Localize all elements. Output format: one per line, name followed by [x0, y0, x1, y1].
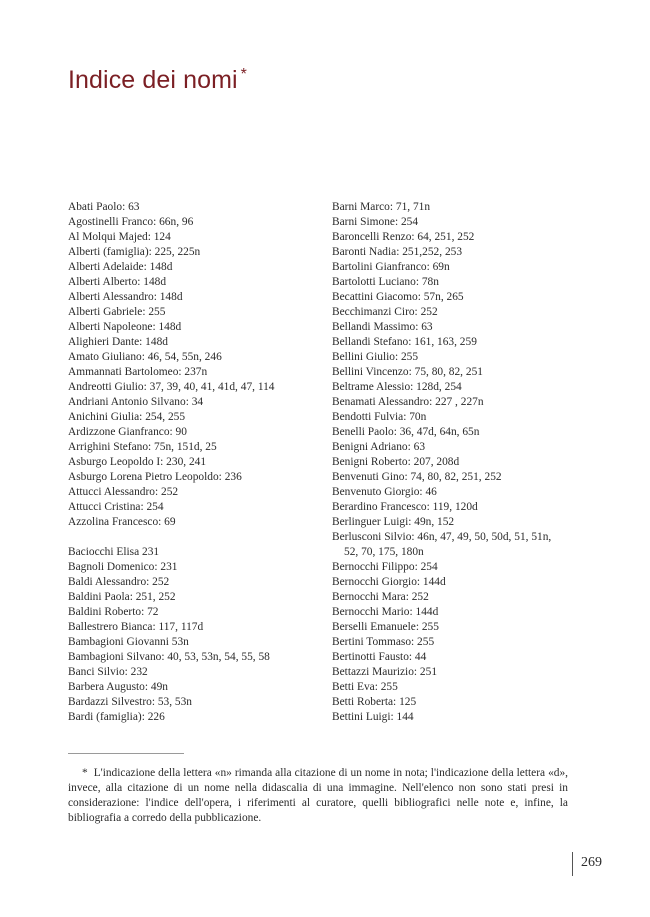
index-entry: Barni Marco: 71, 71n	[332, 201, 431, 213]
index-entry: Andreotti Giulio: 37, 39, 40, 41, 41d, 47, 114	[68, 381, 275, 393]
index-entry: Bartolini Gianfranco: 69n	[332, 261, 450, 273]
index-entry: Bambagioni Silvano: 40, 53, 53n, 54, 55, 58	[68, 651, 270, 663]
index-entry: Baldini Paola: 251, 252	[68, 591, 176, 603]
index-entry: Bartolotti Luciano: 78n	[332, 276, 439, 288]
group-spacer	[68, 530, 318, 545]
index-entry: Benelli Paolo: 36, 47d, 64n, 65n	[332, 426, 480, 438]
index-entry: Betti Roberta: 125	[332, 696, 417, 708]
index-entry-line: Berlusconi Silvio: 46n, 47, 49, 50, 50d, 51, 51n,	[332, 531, 552, 543]
index-entry: Baciocchi Elisa 231	[68, 546, 160, 558]
index-entry: Ballestrero Bianca: 117, 117d	[68, 621, 204, 633]
index-entry: Berselli Emanuele: 255	[332, 621, 439, 633]
index-entry: Ammannati Bartolomeo: 237n	[68, 366, 208, 378]
index-entry: Benigni Roberto: 207, 208d	[332, 456, 460, 468]
index-entry: Baldini Roberto: 72	[68, 606, 159, 618]
index-entry: Baronti Nadia: 251,252, 253	[332, 246, 463, 258]
index-entry: Barbera Augusto: 49n	[68, 681, 168, 693]
index-entry: Bellandi Massimo: 63	[332, 321, 433, 333]
index-entry: Bendotti Fulvia: 70n	[332, 411, 427, 423]
index-entry: Barni Simone: 254	[332, 216, 419, 228]
footnote-rule	[68, 753, 184, 754]
index-entry: Alighieri Dante: 148d	[68, 336, 168, 348]
index-entry: Bertinotti Fausto: 44	[332, 651, 427, 663]
index-entry: Bernocchi Mara: 252	[332, 591, 429, 603]
index-entry: Benvenuti Gino: 74, 80, 82, 251, 252	[332, 471, 502, 483]
index-entry: Baldi Alessandro: 252	[68, 576, 170, 588]
index-entry: Banci Silvio: 232	[68, 666, 148, 678]
index-entry: Arrighini Stefano: 75n, 151d, 25	[68, 441, 217, 453]
index-entry: Attucci Alessandro: 252	[68, 486, 179, 498]
index-entry: Bardazzi Silvestro: 53, 53n	[68, 696, 193, 708]
index-entry: Betti Eva: 255	[332, 681, 398, 693]
index-column-left	[68, 200, 318, 725]
index-entry: Alberti (famiglia): 225, 225n	[68, 246, 201, 258]
index-entry: Bettazzi Maurizio: 251	[332, 666, 438, 678]
index-entry: Azzolina Francesco: 69	[68, 516, 176, 528]
index-entry: Becchimanzi Ciro: 252	[332, 306, 438, 318]
footnote-text-block	[68, 766, 568, 826]
index-entry: Benvenuto Giorgio: 46	[332, 486, 437, 498]
index-entry: Alberti Gabriele: 255	[68, 306, 166, 318]
index-entry: Beltrame Alessio: 128d, 254	[332, 381, 462, 393]
index-entry: Becattini Giacomo: 57n, 265	[332, 291, 464, 303]
index-entry: Andriani Antonio Silvano: 34	[68, 396, 204, 408]
index-entry: Bambagioni Giovanni 53n	[68, 636, 189, 648]
index-entry: Alberti Alberto: 148d	[68, 276, 167, 288]
index-entry: Bernocchi Filippo: 254	[332, 561, 438, 573]
index-entry: Asburgo Lorena Pietro Leopoldo: 236	[68, 471, 242, 483]
index-group-a-left	[68, 200, 318, 530]
index-entry: Bellini Vincenzo: 75, 80, 82, 251	[332, 366, 483, 378]
footnote-mark: *	[82, 767, 88, 779]
index-entry: Bertini Tommaso: 255	[332, 636, 435, 648]
title-text: Indice dei nomi	[68, 66, 238, 94]
index-entry: Benigni Adriano: 63	[332, 441, 426, 453]
index-entry: Abati Paolo: 63	[68, 201, 140, 213]
index-entry: Amato Giuliano: 46, 54, 55n, 246	[68, 351, 222, 363]
page-number-divider	[572, 852, 573, 876]
index-group-b-left	[68, 545, 318, 725]
footnote-text: L'indicazione della lettera «n» rimanda alla citazione di un nome in nota; l'indicazione della lettera «d», invece, alla citazione di un nome nella didascalia di una immagine. Nell'elenco non sono stati presi in considerazione: l'indice dell'opera, i riferimenti al curatore, quelli bibliografici nelle note e, infine, la bibliografia a corredo della pubblicazione.	[68, 767, 568, 824]
index-entry: Benamati Alessandro: 227 , 227n	[332, 396, 484, 408]
index-entry-berlusconi	[332, 530, 582, 560]
index-entry: Bettini Luigi: 144	[332, 711, 414, 723]
page-number: 269	[581, 855, 602, 870]
index-entry: Bellini Giulio: 255	[332, 351, 419, 363]
index-group-b-right	[332, 560, 582, 725]
title-asterisk: *	[240, 66, 247, 83]
index-entry: Asburgo Leopoldo I: 230, 241	[68, 456, 207, 468]
index-entry: Attucci Cristina: 254	[68, 501, 164, 513]
index-entry-continuation: 52, 70, 175, 180n	[344, 546, 424, 558]
index-entry: Anichini Giulia: 254, 255	[68, 411, 186, 423]
index-entry: Berlinguer Luigi: 49n, 152	[332, 516, 455, 528]
index-entry: Bardi (famiglia): 226	[68, 711, 165, 723]
index-column-right	[332, 200, 582, 725]
index-entry: Agostinelli Franco: 66n, 96	[68, 216, 194, 228]
index-entry: Berardino Francesco: 119, 120d	[332, 501, 478, 513]
index-entry: Bernocchi Giorgio: 144d	[332, 576, 446, 588]
index-entry: Bernocchi Mario: 144d	[332, 606, 439, 618]
index-entry: Alberti Alessandro: 148d	[68, 291, 183, 303]
index-entry: Bellandi Stefano: 161, 163, 259	[332, 336, 477, 348]
page-title	[68, 66, 247, 95]
footnote	[68, 766, 568, 826]
index-entry: Ardizzone Gianfranco: 90	[68, 426, 187, 438]
index-entry: Bagnoli Domenico: 231	[68, 561, 178, 573]
index-entry: Al Molqui Majed: 124	[68, 231, 171, 243]
index-group-a-right	[332, 200, 582, 530]
index-entry: Alberti Napoleone: 148d	[68, 321, 182, 333]
index-entry: Alberti Adelaide: 148d	[68, 261, 173, 273]
index-entry: Baroncelli Renzo: 64, 251, 252	[332, 231, 475, 243]
